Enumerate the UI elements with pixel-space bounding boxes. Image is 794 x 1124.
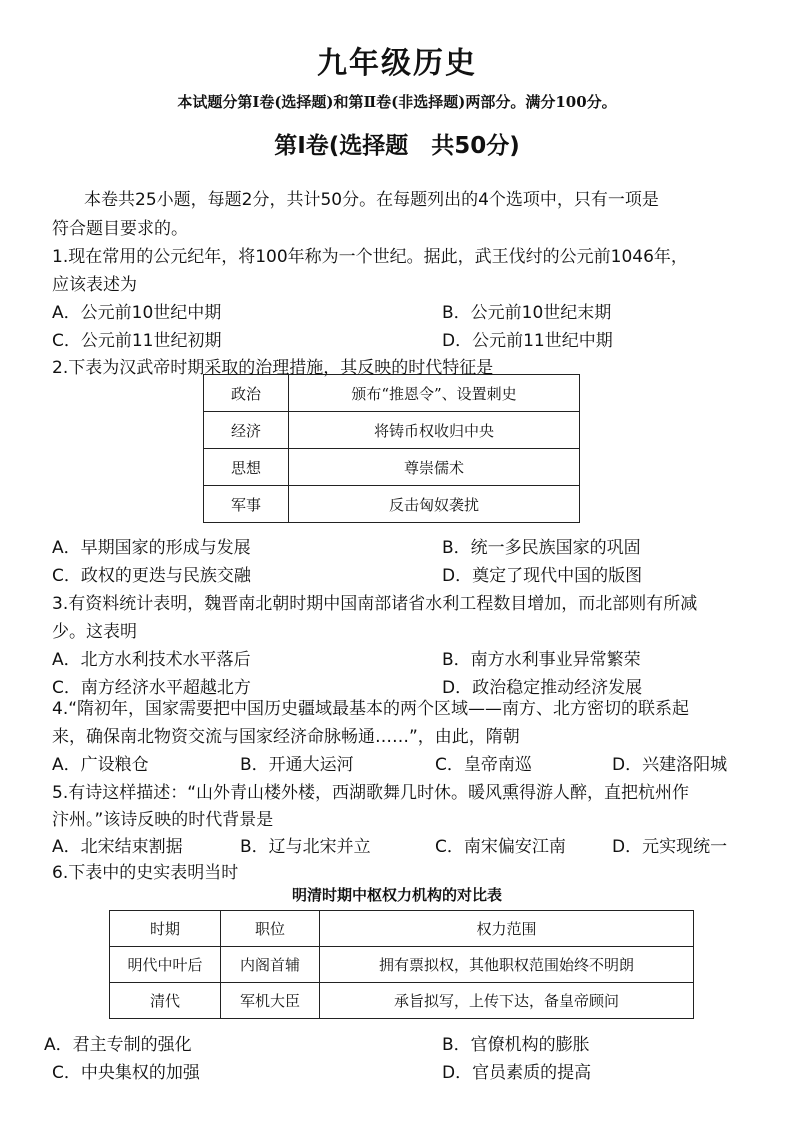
question-4-stem: 来，确保南北物资交流与国家经济命脉畅通……”，由此，隋朝 [52, 727, 520, 747]
table-cell: 明代中叶后 [110, 947, 221, 983]
question-5-option-b: B．辽与北宋并立 [240, 837, 371, 857]
question-5-option-a: A．北宋结束割据 [52, 837, 183, 857]
table-cell: 颁布“推恩令”、设置刺史 [289, 375, 580, 412]
section-heading: 第Ⅰ卷(选择题 共50分) [274, 133, 520, 159]
question-6-option-d: D．官员素质的提高 [442, 1063, 592, 1083]
table-row [204, 375, 580, 412]
question-1-stem: 1.现在常用的公元纪年，将100年称为一个世纪。据此，武王伐纣的公元前1046年， [52, 247, 688, 267]
question-4-option-a: A．广设粮仓 [52, 755, 149, 775]
table-cell: 反击匈奴袭扰 [289, 486, 580, 523]
question-3-stem: 少。这表明 [52, 622, 137, 642]
table-header-row [110, 911, 694, 947]
question-3-stem: 3.有资料统计表明，魏晋南北朝时期中国南部诸省水利工程数目增加，而北部则有所减 [52, 594, 698, 614]
question-3-option-c: C．南方经济水平超越北方 [52, 678, 251, 698]
table-cell: 思想 [204, 449, 289, 486]
table-row [204, 412, 580, 449]
table-cell: 承旨拟写，上传下达，备皇帝顾问 [320, 983, 694, 1019]
question-4-option-b: B．开通大运河 [240, 755, 354, 775]
question-2-option-a: A．早期国家的形成与发展 [52, 538, 251, 558]
question-6-option-c: C．中央集权的加强 [52, 1063, 200, 1083]
question-5-stem: 5.有诗这样描述：“山外青山楼外楼，西湖歌舞几时休。暖风熏得游人醉，直把杭州作 [52, 783, 690, 803]
table-header-cell: 权力范围 [320, 911, 694, 947]
question-2-option-c: C．政权的更迭与民族交融 [52, 566, 251, 586]
question-3-option-d: D．政治稳定推动经济发展 [442, 678, 643, 698]
table-cell: 军机大臣 [221, 983, 320, 1019]
question-2-option-b: B．统一多民族国家的巩固 [442, 538, 641, 558]
intro-line: 本卷共25小题，每题2分，共计50分。在每题列出的4个选项中，只有一项是 [84, 190, 659, 210]
question-1-stem: 应该表述为 [52, 275, 137, 295]
table-cell: 将铸币权收归中央 [289, 412, 580, 449]
question-4-stem: 4.“隋初年，国家需要把中国历史疆域最基本的两个区域——南方、北方密切的联系起 [52, 699, 690, 719]
table-row [204, 486, 580, 523]
table-cell: 清代 [110, 983, 221, 1019]
question-1-option-d: D．公元前11世纪中期 [442, 331, 613, 351]
table-row [204, 449, 580, 486]
table-cell: 尊崇儒术 [289, 449, 580, 486]
question-1-option-c: C．公元前11世纪初期 [52, 331, 222, 351]
table-cell: 政治 [204, 375, 289, 412]
question-2-option-d: D．奠定了现代中国的版图 [442, 566, 643, 586]
table-caption: 明清时期中枢权力机构的对比表 [291, 886, 502, 904]
question-6-stem: 6.下表中的史实表明当时 [52, 863, 239, 883]
question-5-option-c: C．南宋偏安江南 [435, 837, 566, 857]
question-6-option-b: B．官僚机构的膨胀 [442, 1035, 590, 1055]
question-4-option-c: C．皇帝南巡 [435, 755, 532, 775]
question-3-option-b: B．南方水利事业异常繁荣 [442, 650, 641, 670]
question-1-option-a: A．公元前10世纪中期 [52, 303, 222, 323]
measures-table [203, 374, 580, 523]
comparison-table [109, 910, 694, 1019]
table-cell: 内阁首辅 [221, 947, 320, 983]
question-5-stem: 汴州。”该诗反映的时代背景是 [52, 810, 274, 830]
table-row [110, 947, 694, 983]
question-6-option-a: A．君主专制的强化 [44, 1035, 192, 1055]
table-cell: 经济 [204, 412, 289, 449]
question-3-option-a: A．北方水利技术水平落后 [52, 650, 251, 670]
table-header-cell: 职位 [221, 911, 320, 947]
question-1-option-b: B．公元前10世纪末期 [442, 303, 612, 323]
page-title: 九年级历史 [317, 46, 477, 81]
intro-line: 符合题目要求的。 [52, 219, 188, 239]
table-cell: 军事 [204, 486, 289, 523]
question-2-stem: 2.下表为汉武帝时期采取的治理措施，其反映的时代特征是 [52, 358, 494, 378]
table-header-cell: 时期 [110, 911, 221, 947]
exam-subtitle: 本试题分第Ⅰ卷(选择题)和第Ⅱ卷(非选择题)两部分。满分100分。 [177, 93, 617, 111]
question-4-option-d: D．兴建洛阳城 [612, 755, 728, 775]
table-cell: 拥有票拟权，其他职权范围始终不明朗 [320, 947, 694, 983]
question-5-option-d: D．元实现统一 [612, 837, 728, 857]
table-row [110, 983, 694, 1019]
